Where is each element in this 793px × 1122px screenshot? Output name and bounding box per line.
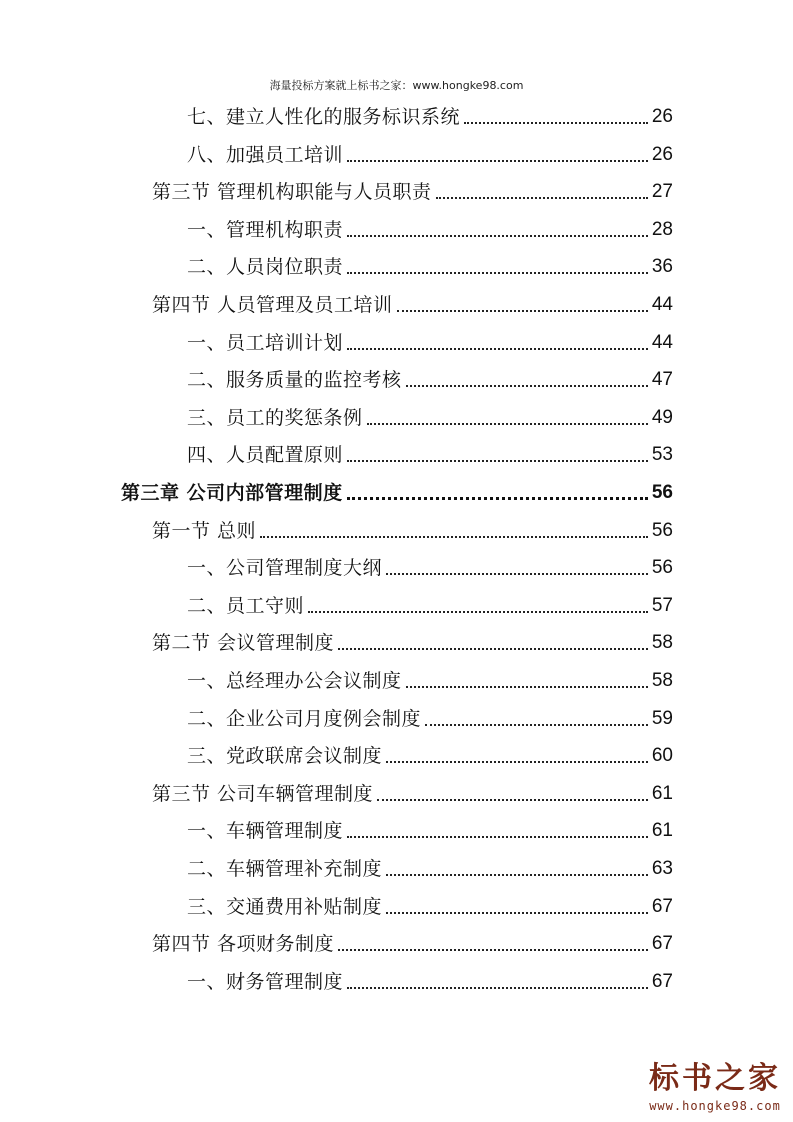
toc-page-number: 67 xyxy=(651,970,673,992)
toc-dot-leader xyxy=(260,536,648,538)
toc-page-number: 47 xyxy=(651,369,673,391)
toc-subsection-entry[interactable] xyxy=(187,403,673,433)
toc-dot-leader xyxy=(338,648,648,650)
toc-page-number: 59 xyxy=(651,707,673,729)
toc-subsection-entry[interactable] xyxy=(187,591,673,621)
toc-section-entry[interactable] xyxy=(152,516,673,546)
toc-dot-leader xyxy=(406,385,648,387)
toc-section-entry[interactable] xyxy=(152,628,673,658)
toc-page-number: 67 xyxy=(651,895,673,917)
page-header: 海量投标方案就上标书之家：www.hongke98.com xyxy=(269,79,524,92)
toc-entry-label: 七、建立人性化的服务标识系统 xyxy=(187,106,461,128)
toc-page-number: 67 xyxy=(651,933,673,955)
toc-page-number: 57 xyxy=(651,594,673,616)
toc-subsection-entry[interactable] xyxy=(187,365,673,395)
toc-entry-label: 第一节 总则 xyxy=(152,519,257,542)
toc-dot-leader xyxy=(386,573,648,575)
toc-subsection-entry[interactable] xyxy=(187,704,673,734)
toc-dot-leader xyxy=(308,611,648,613)
toc-subsection-entry[interactable] xyxy=(187,967,673,997)
toc-dot-leader xyxy=(347,497,648,500)
toc-entry-label: 四、人员配置原则 xyxy=(187,444,344,467)
toc-subsection-entry[interactable] xyxy=(187,553,673,583)
toc-dot-leader xyxy=(425,724,648,726)
toc-entry-label: 一、车辆管理制度 xyxy=(187,820,344,843)
toc-dot-leader xyxy=(347,235,648,237)
toc-entry-label: 第四节 各项财务制度 xyxy=(152,933,335,956)
brand-logo xyxy=(640,1062,790,1118)
toc-entry-label: 二、服务质量的监控考核 xyxy=(187,369,402,392)
toc-dot-leader xyxy=(386,912,648,914)
toc-dot-leader xyxy=(386,874,648,876)
toc-entry-label: 二、企业公司月度例会制度 xyxy=(187,707,422,730)
toc-dot-leader xyxy=(347,348,648,350)
toc-entry-label: 第三节 管理机构职能与人员职责 xyxy=(152,181,432,204)
toc-entry-label: 二、人员岗位职责 xyxy=(187,256,344,279)
toc-dot-leader xyxy=(406,686,648,688)
toc-dot-leader xyxy=(397,310,648,312)
toc-dot-leader xyxy=(347,836,648,838)
toc-page-number: 60 xyxy=(651,745,673,767)
toc-page-number: 27 xyxy=(651,181,673,203)
toc-section-entry[interactable] xyxy=(152,177,673,207)
toc-page-number: 61 xyxy=(651,820,673,842)
toc-subsection-entry[interactable] xyxy=(187,215,673,245)
toc-entry-label: 一、公司管理制度大纲 xyxy=(187,557,383,580)
toc-entry-label: 第四节 人员管理及员工培训 xyxy=(152,294,393,316)
logo-url: www.hongke98.com xyxy=(649,1099,781,1113)
toc-dot-leader xyxy=(464,122,648,124)
toc-subsection-entry[interactable] xyxy=(187,854,673,884)
toc-page-number: 36 xyxy=(651,256,673,278)
toc-subsection-entry[interactable] xyxy=(187,741,673,771)
toc-dot-leader xyxy=(436,197,648,199)
toc-section-entry[interactable] xyxy=(152,779,673,809)
toc-entry-label: 一、员工培训计划 xyxy=(187,331,344,354)
toc-page-number: 56 xyxy=(651,482,673,503)
toc-dot-leader xyxy=(347,160,648,162)
toc-subsection-entry[interactable] xyxy=(187,102,673,132)
toc-dot-leader xyxy=(347,460,648,462)
toc-dot-leader xyxy=(338,949,648,951)
toc-entry-label: 一、管理机构职责 xyxy=(187,218,344,241)
toc-page-number: 53 xyxy=(651,444,673,466)
logo-title: 标书之家 xyxy=(649,1061,781,1096)
toc-page-number: 26 xyxy=(651,106,673,127)
toc-entry-label: 三、交通费用补贴制度 xyxy=(187,895,383,918)
toc-entry-label: 第二节 会议管理制度 xyxy=(152,632,335,655)
toc-dot-leader xyxy=(347,987,648,989)
toc-page-number: 26 xyxy=(651,143,673,165)
toc-page-number: 44 xyxy=(651,331,673,353)
toc-subsection-entry[interactable] xyxy=(187,140,673,170)
toc-section-entry[interactable] xyxy=(152,929,673,959)
toc-page-number: 56 xyxy=(651,519,673,541)
toc-page-number: 56 xyxy=(651,557,673,579)
toc-page-number: 58 xyxy=(651,632,673,654)
toc-section-entry[interactable] xyxy=(152,290,673,320)
toc-subsection-entry[interactable] xyxy=(187,252,673,282)
toc-page-number: 63 xyxy=(651,858,673,879)
toc-entry-label: 第三章 公司内部管理制度 xyxy=(121,482,343,504)
toc-subsection-entry[interactable] xyxy=(187,892,673,922)
toc-entry-label: 二、员工守则 xyxy=(187,594,305,617)
toc-page-number: 49 xyxy=(651,406,673,428)
toc-entry-label: 一、总经理办公会议制度 xyxy=(187,670,402,692)
toc-dot-leader xyxy=(377,799,648,801)
toc-page-number: 58 xyxy=(651,670,673,691)
toc-entry-label: 一、财务管理制度 xyxy=(187,970,344,993)
toc-dot-leader xyxy=(386,761,648,763)
toc-subsection-entry[interactable] xyxy=(187,440,673,470)
toc-dot-leader xyxy=(347,272,648,274)
toc-page-number: 44 xyxy=(651,294,673,315)
toc-entry-label: 二、车辆管理补充制度 xyxy=(187,858,383,880)
toc-entry-label: 三、党政联席会议制度 xyxy=(187,745,383,768)
toc-page-number: 61 xyxy=(651,782,673,804)
toc-entry-label: 八、加强员工培训 xyxy=(187,143,344,166)
toc-entry-label: 第三节 公司车辆管理制度 xyxy=(152,782,374,805)
toc-chapter-entry[interactable] xyxy=(121,478,673,508)
toc-subsection-entry[interactable] xyxy=(187,816,673,846)
toc-dot-leader xyxy=(367,423,648,425)
toc-entry-label: 三、员工的奖惩条例 xyxy=(187,406,363,429)
toc-subsection-entry[interactable] xyxy=(187,666,673,696)
toc-page-number: 28 xyxy=(651,218,673,240)
toc-subsection-entry[interactable] xyxy=(187,328,673,358)
